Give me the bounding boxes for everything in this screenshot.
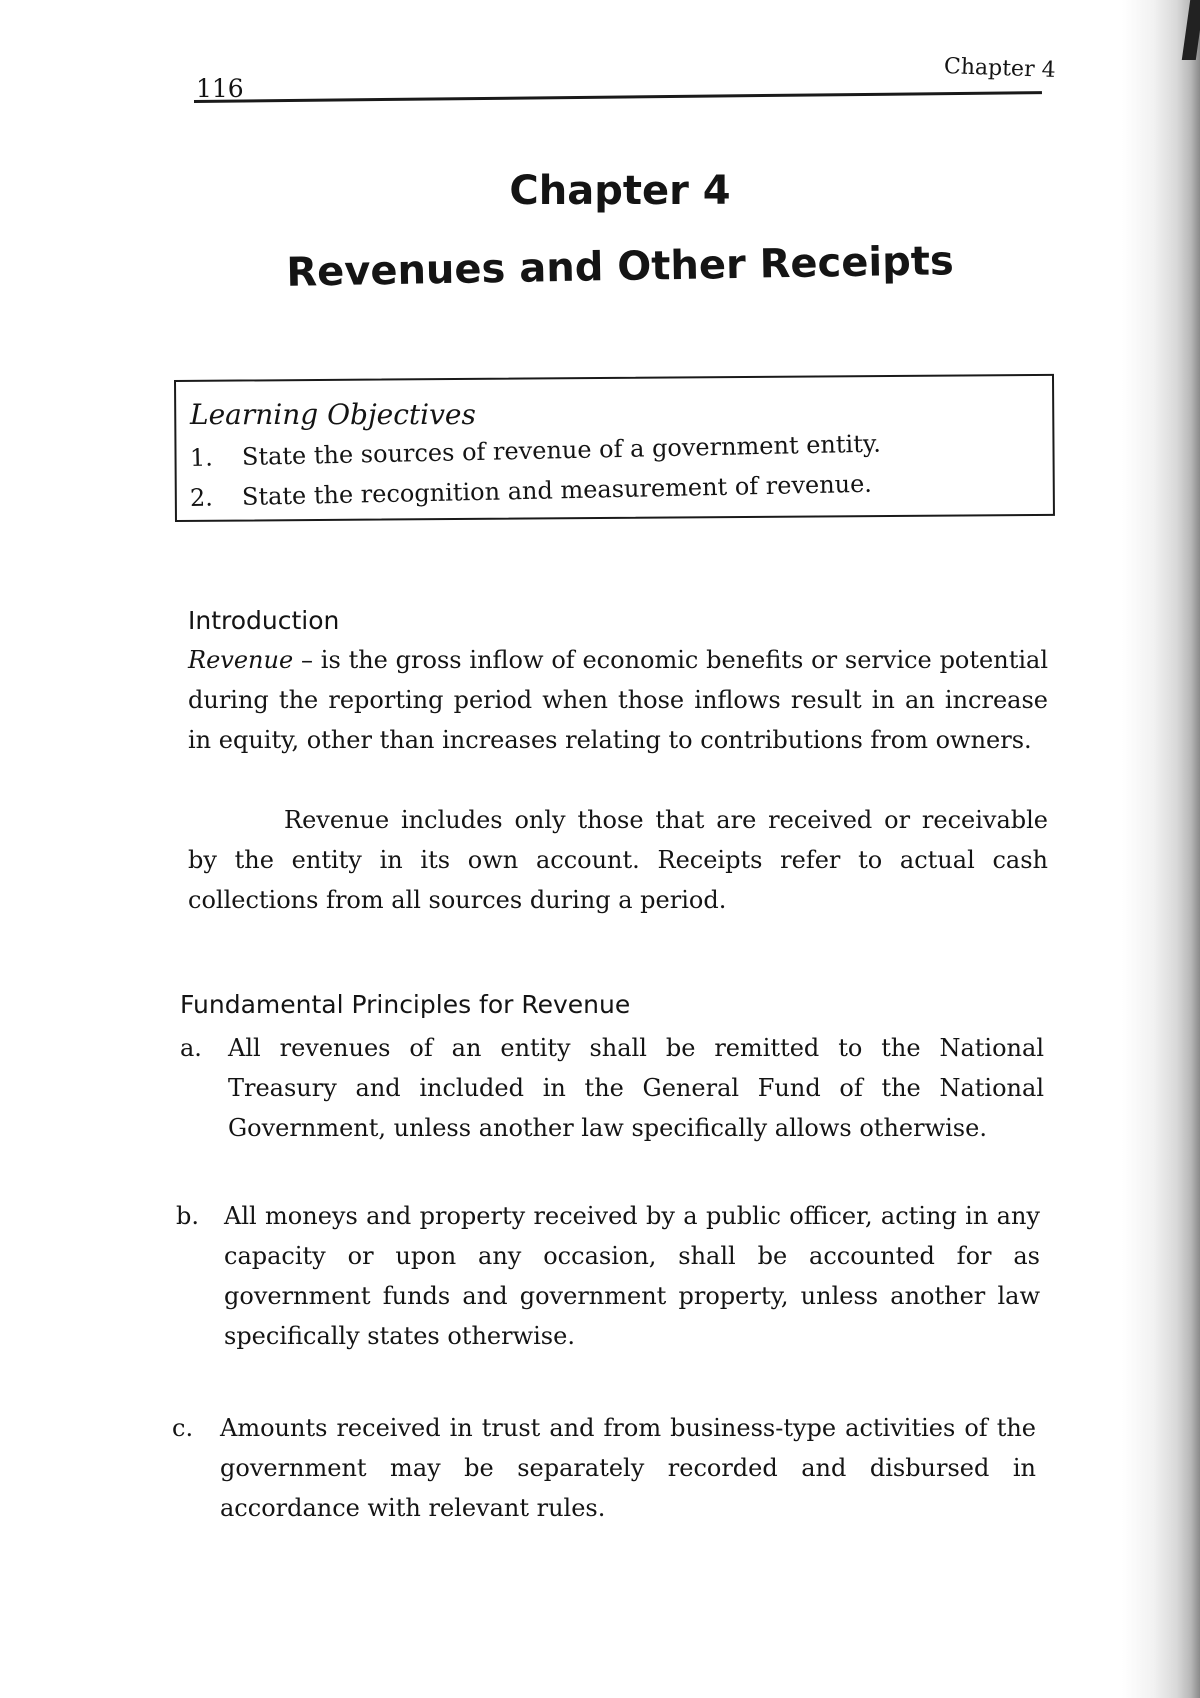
principle-text: Amounts received in trust and from business-type activities of the government may be separately recorded and disbursed in accordance with relevant rules. [220,1414,1036,1522]
page-number: 116 [196,74,244,103]
objective-number: 2. [189,483,214,512]
chapter-subtitle: Revenues and Other Receipts [285,238,955,296]
principle-text: All moneys and property received by a public officer, acting in any capacity or upon any occasion, shall be accounted for as government funds and government property, unless another law specifically states otherwise. [224,1202,1040,1350]
running-header-chapter: Chapter 4 [943,54,1056,83]
principle-marker: b. [176,1202,199,1230]
objective-text: State the sources of revenue of a government entity. [241,429,882,471]
definition-text: – is the gross inflow of economic benefits or service potential during the reporting period when those inflows result in an increase in equity, other than increases relating to contributions from owners. [188,646,1048,754]
term-revenue: Revenue [188,646,294,674]
principle-marker: c. [172,1414,194,1442]
section-heading-principles: Fundamental Principles for Revenue [180,990,631,1019]
principle-text: All revenues of an entity shall be remitted to the National Treasury and included in the General Fund of the National Government, unless another law specifically allows otherwise. [228,1034,1044,1142]
header-rule [194,91,1042,103]
learning-objectives-heading: Learning Objectives [190,398,476,431]
introduction-paragraph: Revenue includes only those that are received or receivable by the entity in its own account. Receipts refer to actual cash collections from all sources during a period. [188,806,1048,914]
objective-number: 1. [189,443,214,472]
introduction-definition [188,640,1048,760]
principle-marker: a. [180,1034,202,1062]
chapter-title: Chapter 4 [509,168,731,214]
section-heading-introduction: Introduction [188,606,340,635]
objective-text: State the recognition and measurement of revenue. [241,469,873,511]
